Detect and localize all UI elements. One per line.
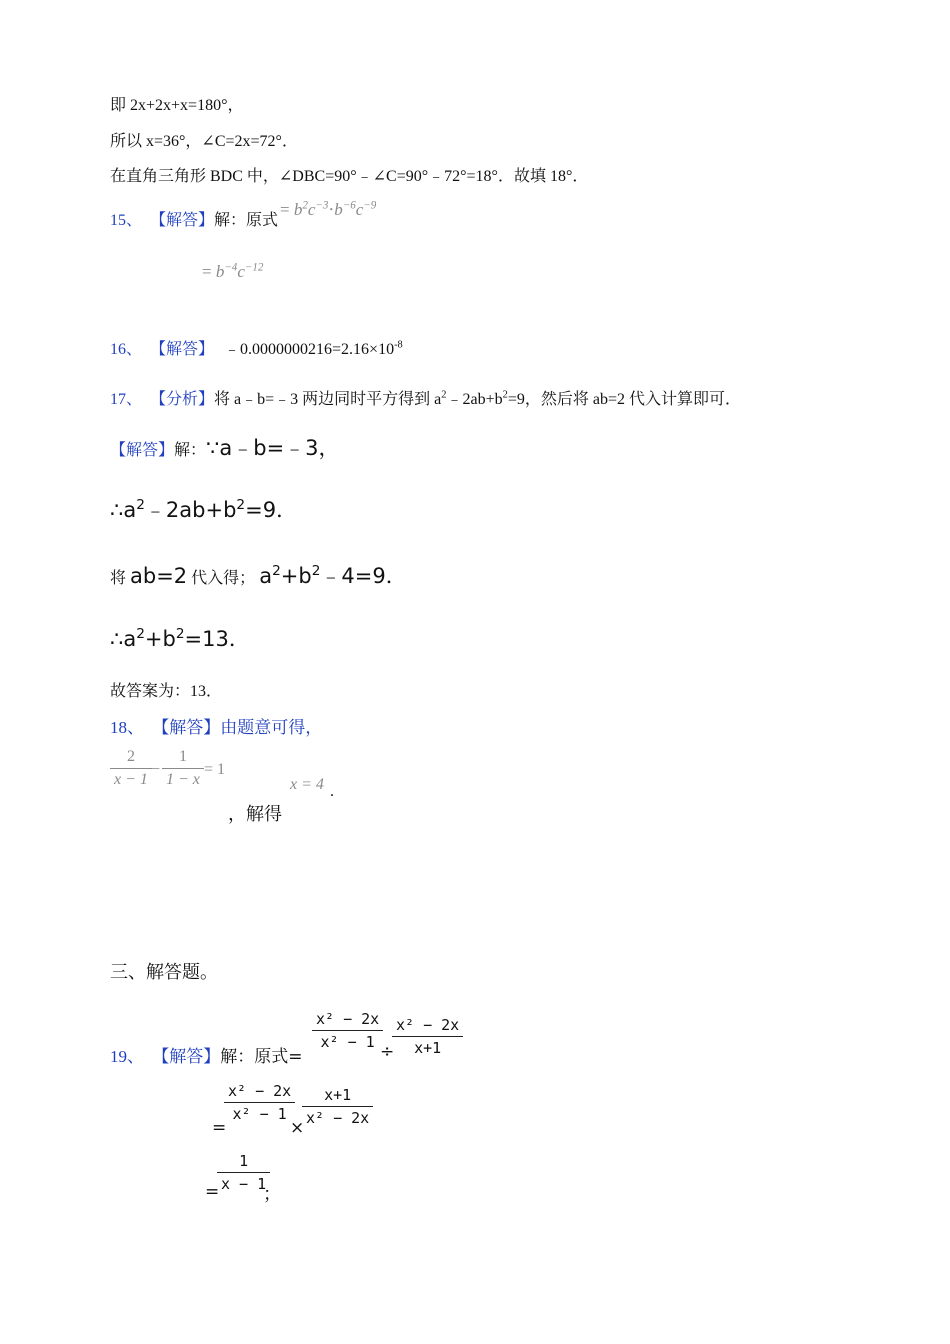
exponent: -8 [394,339,403,351]
question-number: 17、 [110,391,143,408]
q17-solution-line4: $\therefore a^2+b^2=13$． [110,626,250,651]
answer-tag: 【解答】 [110,442,175,459]
text-line: 即 2x+2x+x=180°， [110,97,244,114]
analysis-tag: 【分析】 [150,391,215,408]
text-line: 所以 x=36°，∠C=2x=72°． [110,133,298,150]
answer-text: ﹣0.0000000216=2.16×10 [224,341,395,358]
q17-solution-line3: 将 ab=2 代入得； $a^2+b^2﹣4=9$． [110,563,407,588]
math-expression: = $b^2c^{-3}\cdot b^{-6}c^{-9}$ [280,199,377,219]
question-number: 16、 [110,341,143,358]
fraction: $\frac{\text{x² − 2x}}{\text{x² − 1}}$ [312,1010,383,1051]
fraction: $\frac{1}{1 - x}$ [162,748,204,789]
q17-solution-line2: $\therefore a^2﹣2ab+b^2=9$． [110,497,298,522]
q17-solution-line1: 【解答】解：∵a﹣b=﹣3， [110,436,340,460]
answer-lead: 解：原式 [214,212,279,229]
equals-one: = 1 [204,761,226,778]
q17-analysis: 17、 【分析】将 a﹣b=﹣3 两边同时平方得到 $a^2﹣2ab+b^2=9$，然后将 ab=2 代入计算即可． [110,389,741,408]
text-line: 在直角三角形 BDC 中，∠DBC=90°﹣∠C=90°﹣72°=18°．故填 18°． [110,168,589,185]
final-answer: 故答案为：13． [110,683,223,700]
question-number: 15、 [110,212,143,229]
solution-value: x = 4 [290,776,324,793]
semicolon: ； [263,1184,281,1205]
q18-line: 18、 【解答】由题意可得， [110,718,323,738]
period: . [330,783,334,800]
answer-tag: 【解答】 [150,212,215,229]
fraction: $\frac{x+1}{\text{x² − 2x}}$ [302,1086,373,1127]
equals-sign: = [205,1182,220,1202]
q16-line [110,336,403,359]
answer-tag: 【解答】 [152,1047,221,1066]
solve-text: ，解得 [228,804,282,825]
times-sign: × [290,1118,305,1138]
fraction: $\frac{\text{x² − 2x}}{x+1}$ [392,1016,463,1057]
equals-sign: = [212,1118,227,1138]
fraction: $\frac{2}{x - 1}$ [110,748,152,789]
answer-tag: 【解答】 [152,718,221,737]
question-number: 18、 [110,718,144,737]
math-expression: = $b^{-4}c^{-12}$ [202,261,264,281]
q15-line [110,207,278,230]
fraction: $\frac{\text{x² − 2x}}{\text{x² − 1}}$ [224,1082,295,1123]
section-heading: 三、解答题。 [110,962,218,983]
question-number: 19、 [110,1047,144,1066]
answer-tag: 【解答】 [150,341,215,358]
divide-sign: ÷ [380,1042,395,1062]
q19-line: 19、 【解答】解：原式= [110,1047,303,1067]
fraction: $\frac{1}{x - 1}$ [217,1152,270,1193]
minus-sign: − [151,761,161,778]
